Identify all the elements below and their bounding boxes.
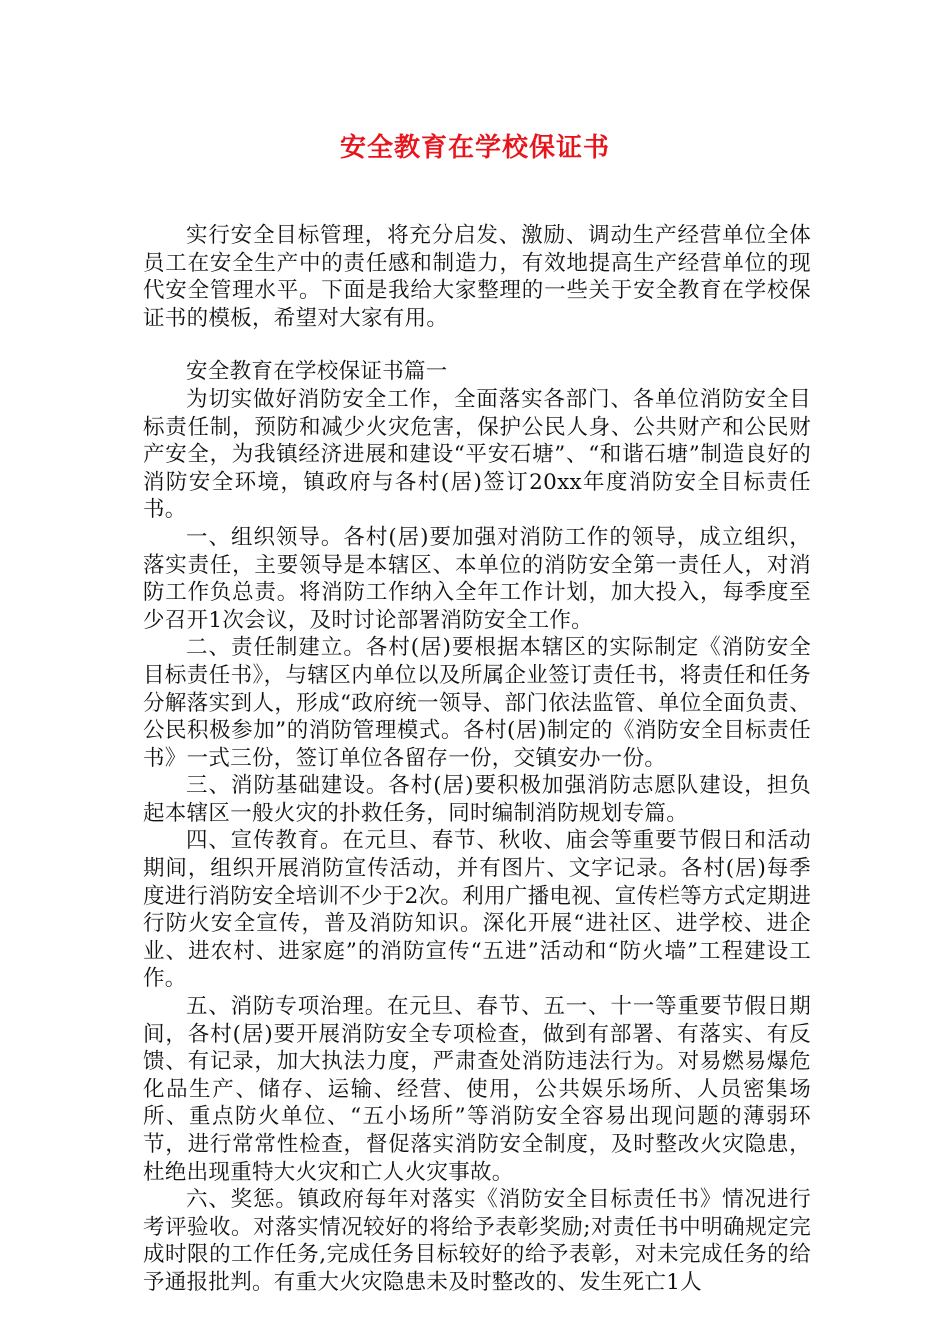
document-title: 安全教育在学校保证书	[339, 133, 610, 163]
intro-paragraph: 实行安全目标管理，将充分启发、激励、调动生产经营单位全体员工在安全生产中的责任感和制造力，有效地提高生产经营单位的现代安全管理水平。下面是我给大家整理的一些关于安全教育在学校保证书的模板，希望对大家有用。	[143, 223, 811, 331]
paragraph-preamble: 为切实做好消防安全工作，全面落实各部门、各单位消防安全目标责任制，预防和减少火灾危害，保护公民人身、公共财产和公民财产安全，为我镇经济进展和建设“平安石塘”、“和谐石塘”制造良好的消防安全环境，镇政府与各村(居)签订20xx年度消防安全目标责任书。	[143, 386, 811, 523]
paragraph-rewards-penalties: 六、奖惩。镇政府每年对落实《消防安全目标责任书》情况进行考评验收。对落实情况较好的将给予表彰奖励;对责任书中明确规定完成时限的工作任务,完成任务目标较好的给予表彰，对未完成任务的给予通报批判。有重大火灾隐患未及时整改的、发生死亡1人	[143, 1187, 811, 1295]
document-body	[143, 222, 811, 1297]
paragraph-publicity: 四、宣传教育。在元旦、春节、秋收、庙会等重要节假日和活动期间，组织开展消防宣传活动，并有图片、文字记录。各村(居)每季度进行消防安全培训不少于2次。利用广播电视、宣传栏等方式定期进行防火安全宣传，普及消防知识。深化开展“进社区、进学校、进企业、进农村、进家庭”的消防宣传“五进”活动和“防火墙”工程建设工作。	[143, 828, 811, 992]
paragraph-infrastructure: 三、消防基础建设。各村(居)要积极加强消防志愿队建设，担负起本辖区一般火灾的扑救任务，同时编制消防规划专篇。	[143, 773, 811, 826]
paragraph-special-governance: 五、消防专项治理。在元旦、春节、五一、十一等重要节假日期间，各村(居)要开展消防安全专项检查，做到有部署、有落实、有反馈、有记录，加大执法力度，严肃查处消防违法行为。对易燃易爆危化品生产、储存、运输、经营、使用，公共娱乐场所、人员密集场所、重点防火单位、“五小场所”等消防安全容易出现问题的薄弱环节，进行常常性检查，督促落实消防安全制度，及时整改火灾隐患，杜绝出现重特大火灾和亡人火灾事故。	[143, 994, 811, 1185]
section-heading: 安全教育在学校保证书篇一	[186, 359, 448, 385]
paragraph-organization: 一、组织领导。各村(居)要加强对消防工作的领导，成立组织，落实责任，主要领导是本辖区、本单位的消防安全第一责任人，对消防工作负总责。将消防工作纳入全年工作计划，加大投入，每季度至少召开1次会议，及时讨论部署消防安全工作。	[143, 524, 811, 633]
paragraph-responsibility: 二、责任制建立。各村(居)要根据本辖区的实际制定《消防安全目标责任书》，与辖区内单位以及所属企业签订责任书，将责任和任务分解落实到人，形成“政府统一领导、部门依法监管、单位全面负责、公民积极参加”的消防管理模式。各村(居)制定的《消防安全目标责任书》一式三份，签订单位各留存一份，交镇安办一份。	[143, 635, 811, 771]
